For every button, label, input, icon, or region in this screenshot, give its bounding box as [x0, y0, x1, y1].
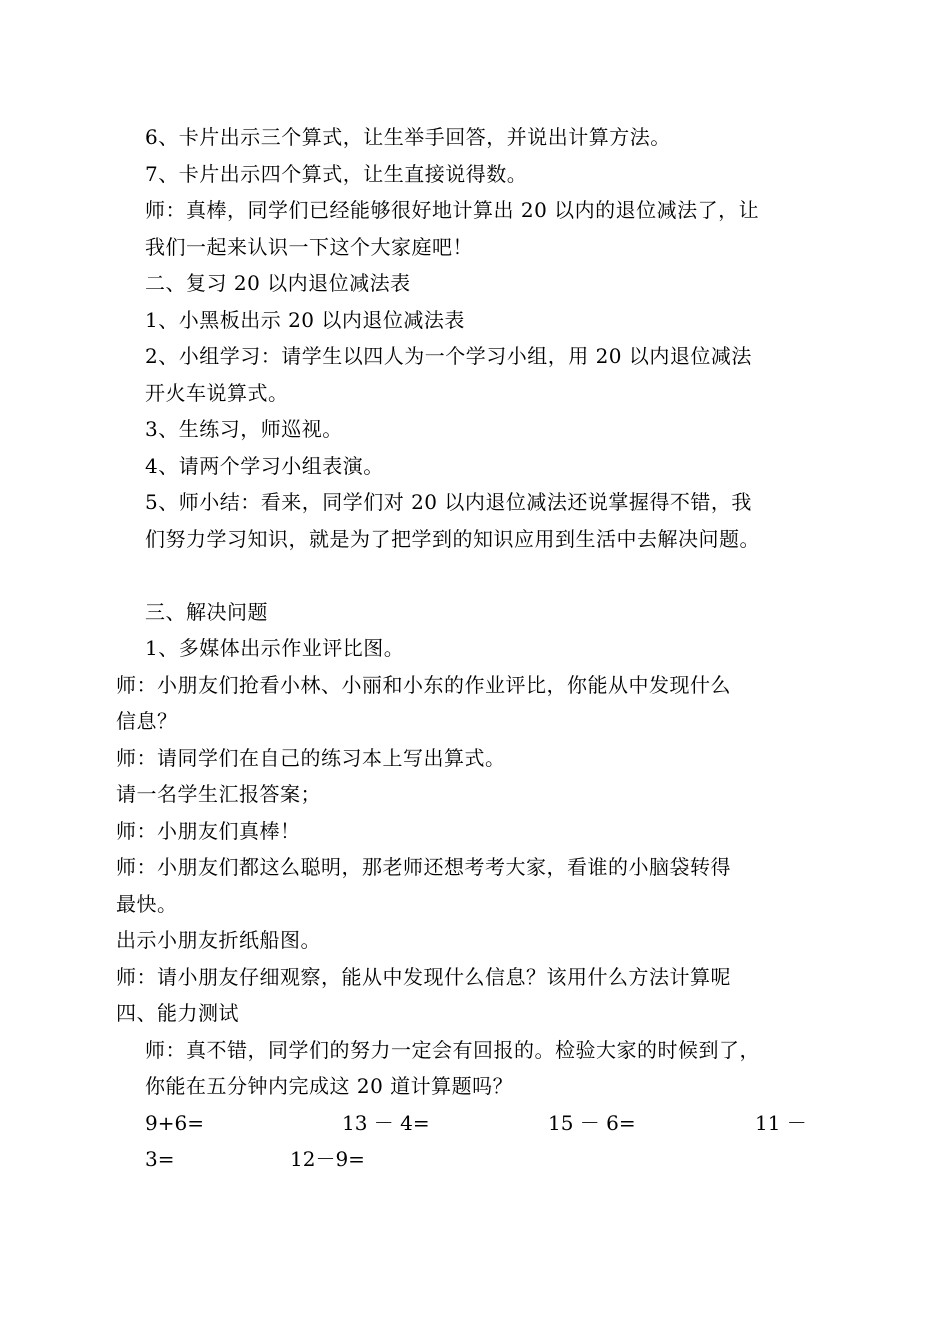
section-heading-2: 二、复习 20 以内退位减法表	[145, 271, 411, 295]
text-line-4: 我们一起来认识一下这个大家庭吧！	[145, 235, 473, 259]
text-line-7: 2、小组学习：请学生以四人为一个学习小组，用 20 以内退位减法	[145, 344, 752, 368]
text-line-22: 出示小朋友折纸船图。	[116, 928, 321, 952]
text-line-19: 师：小朋友们真棒！	[116, 819, 301, 843]
text-line-1: 6、卡片出示三个算式，让生举手回答，并说出计算方法。	[145, 125, 671, 149]
equation-1: 9+6=	[145, 1111, 204, 1135]
text-line-20: 师：小朋友们都这么聪明，那老师还想考考大家，看谁的小脑袋转得	[116, 855, 731, 879]
equation-2: 13 － 4=	[342, 1111, 430, 1135]
equation-4-start: 11 －	[755, 1111, 807, 1135]
text-line-10: 4、请两个学习小组表演。	[145, 454, 384, 478]
text-line-3: 师：真棒，同学们已经能够很好地计算出 20 以内的退位减法了，让	[145, 198, 760, 222]
equation-4-end: 3=	[145, 1147, 175, 1171]
text-line-8: 开火车说算式。	[145, 381, 289, 405]
text-line-16: 信息？	[116, 709, 178, 733]
text-line-25: 师：真不错，同学们的努力一定会有回报的。检验大家的时候到了，	[145, 1038, 760, 1062]
text-line-9: 3、生练习，师巡视。	[145, 417, 343, 441]
text-line-21: 最快。	[116, 892, 178, 916]
text-line-6: 1、小黑板出示 20 以内退位减法表	[145, 308, 465, 332]
section-heading-3: 三、解决问题	[145, 600, 268, 624]
text-line-2: 7、卡片出示四个算式，让生直接说得数。	[145, 162, 528, 186]
text-line-23: 师：请小朋友仔细观察，能从中发现什么信息？该用什么方法计算呢	[116, 965, 731, 989]
equation-5: 12－9=	[290, 1147, 365, 1171]
text-line-11: 5、师小结：看来，同学们对 20 以内退位减法还说掌握得不错，我	[145, 490, 752, 514]
section-heading-4: 四、能力测试	[116, 1001, 239, 1025]
text-line-14: 1、多媒体出示作业评比图。	[145, 636, 405, 660]
equation-3: 15 － 6=	[548, 1111, 636, 1135]
text-line-18: 请一名学生汇报答案；	[116, 782, 321, 806]
text-line-17: 师：请同学们在自己的练习本上写出算式。	[116, 746, 506, 770]
text-line-26: 你能在五分钟内完成这 20 道计算题吗？	[145, 1074, 514, 1098]
text-line-12: 们努力学习知识，就是为了把学到的知识应用到生活中去解决问题。	[145, 527, 760, 551]
text-line-15: 师：小朋友们抢看小林、小丽和小东的作业评比，你能从中发现什么	[116, 673, 731, 697]
